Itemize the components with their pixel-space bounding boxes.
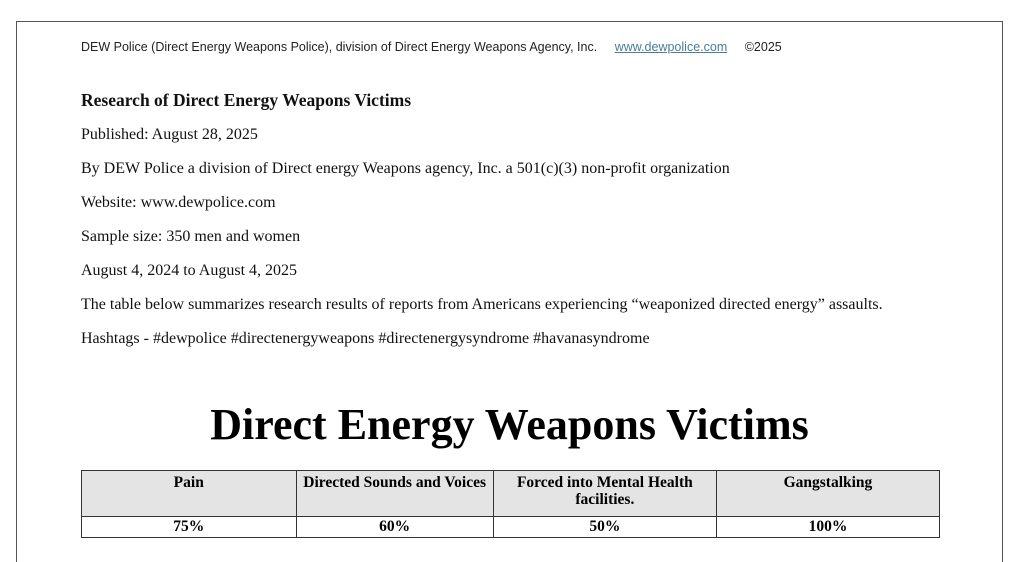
header-website-link[interactable]: www.dewpolice.com — [614, 40, 728, 54]
summary-text: The table below summarizes research results of reports from Americans experiencing “weaponized directed energy” assaults. — [81, 296, 883, 313]
table-row — [82, 517, 940, 538]
table-heading: Direct Energy Weapons Victims — [210, 400, 809, 449]
column-header: Pain — [82, 471, 297, 517]
document-title: Research of Direct Energy Weapons Victims — [81, 90, 412, 110]
document-body — [81, 90, 961, 363]
date-range: August 4, 2024 to August 4, 2025 — [81, 262, 298, 279]
header-copyright: ©2025 — [744, 40, 782, 54]
hashtags: Hashtags - #dewpolice #directenergyweapons #directenergysyndrome #havanasyndrome — [81, 330, 650, 347]
document-page — [16, 21, 1003, 562]
table-cell: 50% — [493, 517, 716, 538]
byline: By DEW Police a division of Direct energy Weapons agency, Inc. a 501(c)(3) non-profit organization — [81, 160, 730, 177]
column-header: Forced into Mental Health facilities. — [493, 471, 716, 517]
sample-size: Sample size: 350 men and women — [81, 228, 301, 245]
page-header — [81, 40, 782, 54]
table-cell: 75% — [82, 517, 297, 538]
table-header-row — [82, 471, 940, 517]
column-header: Gangstalking — [716, 471, 939, 517]
header-org-text: DEW Police (Direct Energy Weapons Police), division of Direct Energy Weapons Agency, Inc. — [81, 40, 598, 54]
website-line: Website: www.dewpolice.com — [81, 194, 276, 211]
column-header: Directed Sounds and Voices — [296, 471, 493, 517]
results-table — [81, 470, 940, 538]
published-date: Published: August 28, 2025 — [81, 126, 258, 143]
table-cell: 100% — [716, 517, 939, 538]
table-cell: 60% — [296, 517, 493, 538]
